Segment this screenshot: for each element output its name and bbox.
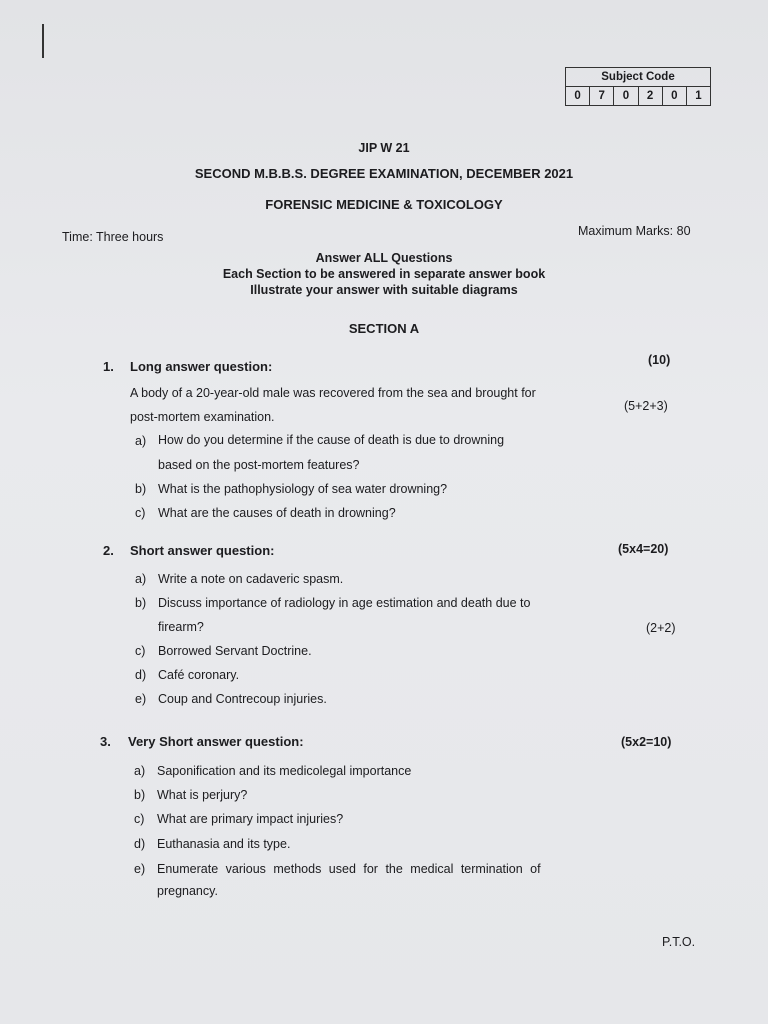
sub-question-text: based on the post-mortem features? bbox=[158, 458, 360, 472]
maximum-marks: Maximum Marks: 80 bbox=[578, 224, 691, 238]
instruction-line: Each Section to be answered in separate answer book bbox=[222, 267, 546, 281]
sub-question-label: a) bbox=[135, 572, 147, 586]
question-marks: (5x4=20) bbox=[618, 542, 669, 556]
sub-question-text: What is perjury? bbox=[157, 788, 248, 802]
sub-question-text: Enumerate various methods used for the medical termination of bbox=[157, 862, 541, 876]
marks-split: (2+2) bbox=[646, 621, 676, 635]
marks-split: (5+2+3) bbox=[624, 399, 668, 413]
sub-question-label: b) bbox=[135, 482, 147, 496]
sub-question-label: e) bbox=[134, 862, 146, 876]
question-number: 2. bbox=[103, 543, 114, 558]
sub-question-label: c) bbox=[134, 812, 145, 826]
sub-question-text: Euthanasia and its type. bbox=[157, 837, 291, 851]
question-stem: post-mortem examination. bbox=[130, 410, 275, 424]
subject-title: FORENSIC MEDICINE & TOXICOLOGY bbox=[265, 197, 503, 212]
question-marks: (5x2=10) bbox=[621, 735, 672, 749]
sub-question-label: b) bbox=[134, 788, 146, 802]
subject-code-digits bbox=[566, 87, 710, 105]
sub-question-label: c) bbox=[135, 506, 146, 520]
subject-code-digit: 0 bbox=[614, 87, 638, 105]
subject-code-box bbox=[565, 67, 711, 106]
sub-question-text: Café coronary. bbox=[158, 668, 240, 682]
question-title: Short answer question: bbox=[130, 543, 275, 558]
question-title: Long answer question: bbox=[130, 359, 273, 374]
sub-question-text: firearm? bbox=[158, 620, 204, 634]
subject-code-digit: 0 bbox=[566, 87, 590, 105]
sub-question-label: e) bbox=[135, 692, 147, 706]
instruction-line: Illustrate your answer with suitable diagrams bbox=[250, 283, 518, 297]
sub-question-label: b) bbox=[135, 596, 147, 610]
sub-question-label: a) bbox=[134, 764, 146, 778]
sub-question-label: c) bbox=[135, 644, 146, 658]
please-turn-over: P.T.O. bbox=[662, 935, 696, 949]
sub-question-text: Coup and Contrecoup injuries. bbox=[158, 692, 327, 706]
sub-question-label: a) bbox=[135, 434, 147, 448]
instruction-line: Answer ALL Questions bbox=[315, 251, 453, 265]
time-allowed: Time: Three hours bbox=[62, 230, 164, 244]
sub-question-text: Borrowed Servant Doctrine. bbox=[158, 644, 312, 658]
sub-question-text: What are primary impact injuries? bbox=[157, 812, 344, 826]
sub-question-text: Saponification and its medicolegal importance bbox=[157, 764, 412, 778]
sub-question-text: How do you determine if the cause of death is due to drowning bbox=[158, 433, 505, 447]
question-stem: A body of a 20-year-old male was recovered from the sea and brought for bbox=[130, 386, 536, 400]
sub-question-text: What is the pathophysiology of sea water drowning? bbox=[158, 482, 448, 496]
sub-question-label: d) bbox=[135, 668, 147, 682]
subject-code-label: Subject Code bbox=[566, 68, 710, 87]
subject-code-digit: 0 bbox=[663, 87, 687, 105]
section-heading: SECTION A bbox=[348, 321, 420, 336]
exam-title: SECOND M.B.B.S. DEGREE EXAMINATION, DECEMBER 2021 bbox=[194, 166, 574, 181]
sub-question-text: Discuss importance of radiology in age estimation and death due to bbox=[158, 596, 531, 610]
paper-code: JIP W 21 bbox=[358, 141, 410, 155]
sub-question-text: pregnancy. bbox=[157, 884, 218, 898]
subject-code-digit: 7 bbox=[590, 87, 614, 105]
subject-code-digit: 1 bbox=[695, 90, 702, 102]
sub-question-text: Write a note on cadaveric spasm. bbox=[158, 572, 344, 586]
sub-question-label: d) bbox=[134, 837, 146, 851]
sub-question-text: What are the causes of death in drowning? bbox=[158, 506, 396, 520]
question-title: Very Short answer question: bbox=[128, 734, 304, 749]
question-number: 1. bbox=[103, 359, 114, 374]
question-marks: (10) bbox=[648, 353, 671, 367]
pen-mark bbox=[42, 24, 44, 58]
question-number: 3. bbox=[100, 734, 111, 749]
subject-code-digit: 2 bbox=[639, 87, 663, 105]
